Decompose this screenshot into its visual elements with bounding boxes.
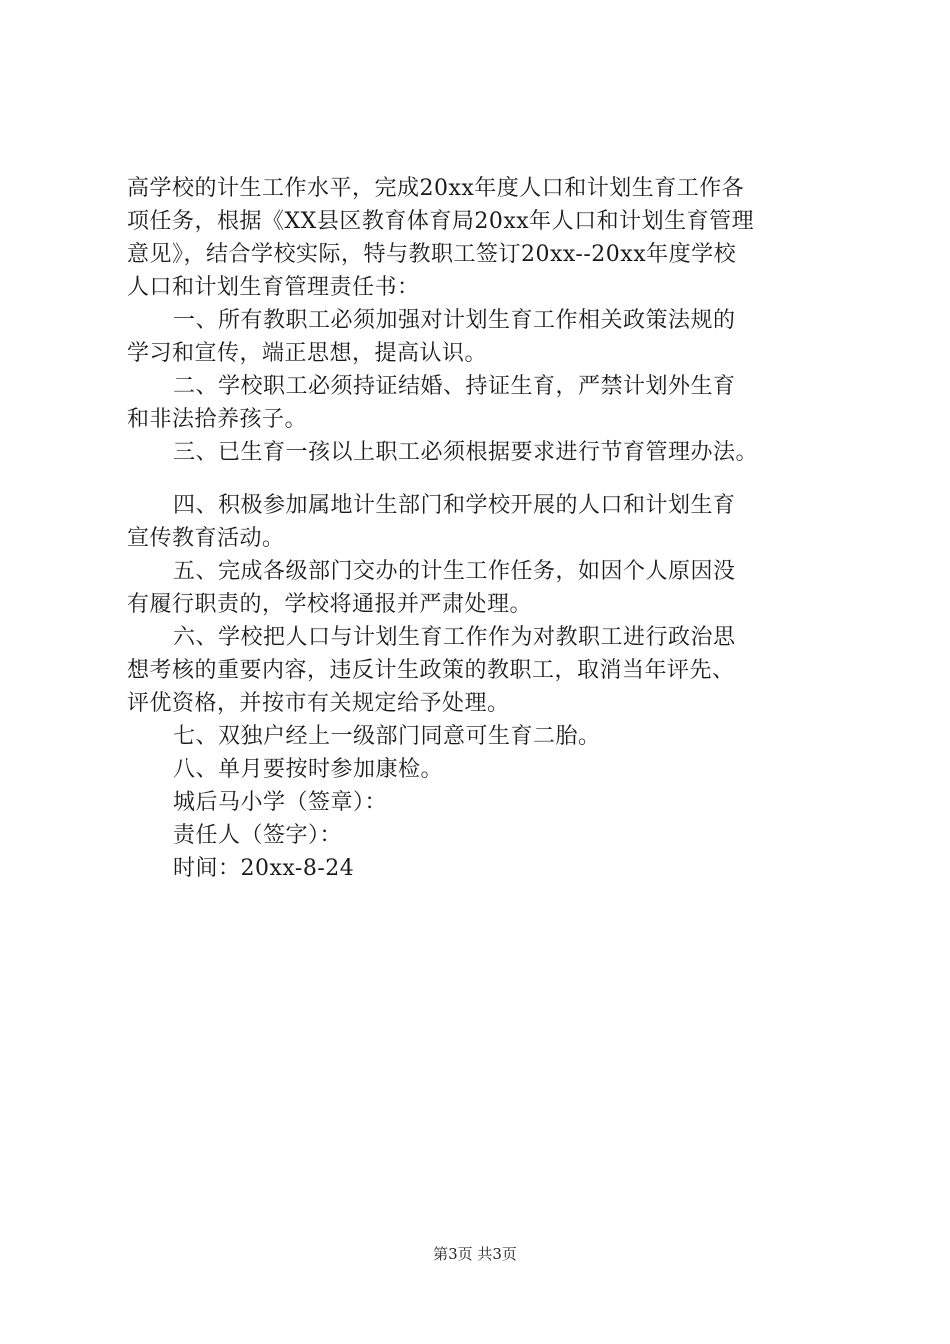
text-line: 意见》，结合学校实际，特与教职工签订20xx--20xx年度学校 (127, 242, 737, 267)
clause-6-line: 六、学校把人口与计划生育工作作为对教职工进行政治思 (173, 625, 736, 650)
responsible-signature-line: 责任人（签字）： (173, 823, 343, 848)
document-body (127, 172, 847, 885)
text-line: 人口和计划生育管理责任书： (127, 275, 420, 300)
clause-7-line: 七、双独户经上一级部门同意可生育二胎。 (173, 724, 601, 749)
clause-6-line: 想考核的重要内容，违反计生政策的教职工，取消当年评先、 (127, 658, 735, 683)
clause-6-line: 评优资格，并按市有关规定给予处理。 (127, 691, 510, 716)
page-number-footer: 第3页 共3页 (433, 1245, 517, 1263)
clause-8-line: 八、单月要按时参加康检。 (173, 757, 444, 782)
clause-4-line: 四、积极参加属地计生部门和学校开展的人口和计划生育 (173, 493, 736, 518)
clause-5-line: 有履行职责的，学校将通报并严肃处理。 (127, 592, 533, 617)
text-line: 项任务，根据《XX县区教育体育局20xx年人口和计划生育管理 (127, 209, 755, 234)
date-line: 时间：20xx-8-24 (173, 856, 355, 881)
clause-1-line: 学习和宣传，端正思想，提高认识。 (127, 341, 488, 366)
paragraph-gap (127, 469, 847, 489)
clause-1-line: 一、所有教职工必须加强对计划生育工作相关政策法规的 (173, 308, 736, 333)
clause-5-line: 五、完成各级部门交办的计生工作任务，如因个人原因没 (173, 559, 736, 584)
clause-2-line: 二、学校职工必须持证结婚、持证生育，严禁计划外生育 (173, 374, 736, 399)
school-signature-line: 城后马小学（签章）： (173, 790, 388, 815)
clause-3-line: 三、已生育一孩以上职工必须根据要求进行节育管理办法。 (173, 440, 759, 465)
text-line: 高学校的计生工作水平，完成20xx年度人口和计划生育工作各 (127, 176, 745, 201)
clause-2-line: 和非法拾养孩子。 (127, 407, 308, 432)
clause-4-line: 宣传教育活动。 (127, 526, 285, 551)
